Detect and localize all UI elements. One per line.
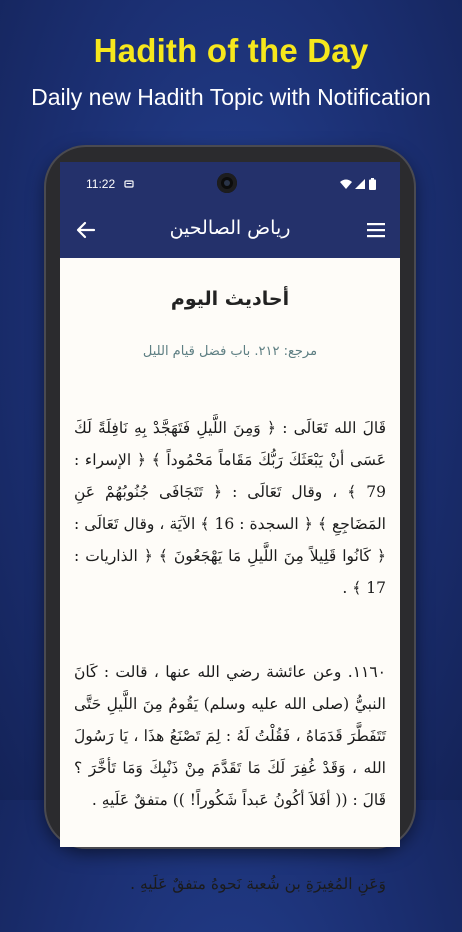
phone-frame	[46, 147, 414, 893]
status-bar	[60, 162, 400, 202]
hadith-paragraph: وَعَنِ المُغِيرَةِ بن شُعبة نَحوهُ متفقٌ عَلَيهِ .	[130, 875, 386, 893]
notification-icon	[124, 179, 134, 189]
hadith-paragraph: قَالَ الله تَعَالَى : ﴿ وَمِنَ اللَّيلِ فَتَهَجَّدْ بِهِ نَافِلَةً لَكَ عَسَى أنْ يَبْعَثَكَ رَبُّكَ مَقَاماً مَحْمُوداً ﴾ ﴿ الإسراء : 79 ﴾ ، وقال تَعَالَى : ﴿ تَتَجَافَى جُنُوبُهُمْ عَنِ المَضَاجِعِ ﴾ ﴿ السجدة : 16 ﴾ الآيَة ، وقال تَعَالَى : ﴿ كَانُوا قَلِيلاً مِنَ اللَّيلِ مَا يَهْجَعُونَ ﴾ ﴿ الذاريات : 17 ﴾ .	[74, 419, 386, 597]
signal-icon	[355, 179, 365, 189]
arrow-left-icon[interactable]	[74, 218, 98, 242]
hadith-body	[74, 380, 386, 932]
hadith-content	[60, 258, 400, 893]
hadith-paragraph: ١١٦٠. وعن عائشة رضي الله عنها ، قالت : كَانَ النبيُّ (صلى الله عليه وسلم) يَقُومُ مِنَ اللَّيلِ حَتَّى تَتَفَطَّرَ قَدَمَاهُ ، فَقُلْتُ لَهُ : لِمَ تَصْنَعُ هذَا ، يَا رَسُولَ الله ، وَقَدْ غُفِرَ لَكَ مَا تَقَدَّمَ مِنْ ذَنْبِكَ وَمَا تَأخَّرَ ؟ قَالَ : (( أفَلاَ أكُونُ عَبداً شَكُوراً! )) متفقٌ عَلَيهِ .	[74, 663, 386, 809]
promo-subtitle: Daily new Hadith Topic with Notification	[31, 84, 431, 110]
battery-icon	[369, 178, 376, 190]
front-camera	[217, 173, 237, 193]
hadith-reference: مرجع: ٢١٢. باب فضل قيام الليل	[142, 344, 318, 359]
promo-title: Hadith of the Day	[93, 32, 369, 69]
app-screen	[60, 162, 400, 893]
wifi-icon	[340, 179, 352, 189]
status-time: 11:22	[86, 177, 116, 191]
section-heading: أحاديث اليوم	[170, 288, 290, 310]
app-title: رياض الصالحين	[169, 217, 291, 239]
hamburger-menu-icon[interactable]	[364, 218, 388, 242]
app-bar	[60, 202, 400, 258]
